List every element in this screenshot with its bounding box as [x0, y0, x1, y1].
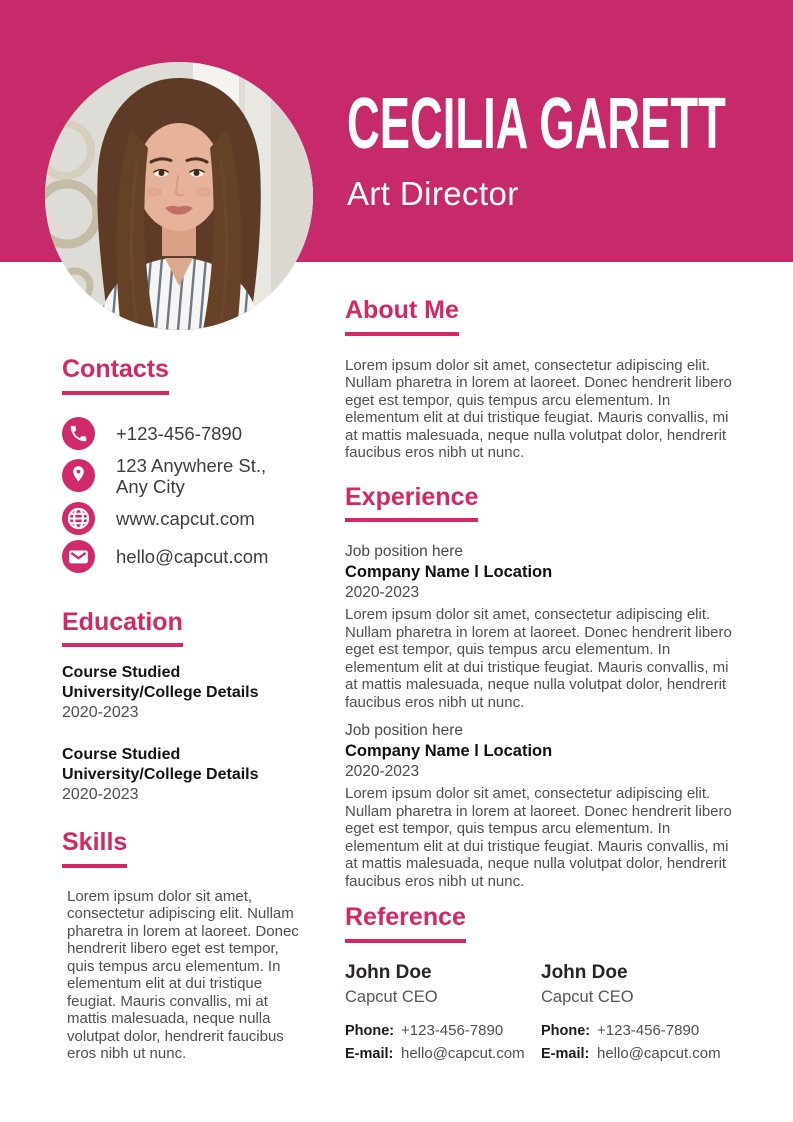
- reference-email-label: E-mail:: [541, 1045, 590, 1062]
- reference-columns: [345, 961, 737, 1062]
- reference-entry: [345, 961, 541, 1062]
- skills-section: [62, 829, 304, 1063]
- experience-section: [345, 484, 737, 891]
- experience-position: Job position here: [345, 543, 464, 560]
- portrait-illustration: [45, 62, 313, 330]
- contact-address: [116, 455, 266, 497]
- reference-name: John Doe: [541, 961, 628, 983]
- experience-company: Company Name l Location: [345, 563, 553, 581]
- reference-phone-value: +123-456-7890: [597, 1021, 700, 1039]
- experience-years: 2020-2023: [345, 763, 420, 780]
- experience-years: 2020-2023: [345, 584, 420, 601]
- experience-heading: Experience: [345, 484, 478, 523]
- reference-email-value: hello@capcut.com: [401, 1044, 525, 1062]
- header-text-block: [347, 84, 793, 213]
- reference-name: John Doe: [345, 961, 432, 983]
- experience-description: Lorem ipsum dolor sit amet, consectetur adipiscing elit. Nullam pharetra in lorem at laoreet. Donec hendrerit libero eget est tempor, quis tempus arcu elementum. In elementum elit at dui tristique feugiat. Mauris convallis, mi at mattis malesuada, neque nulla volutpat dolor, hendrerit faucibus eros nibh ut nunc.: [345, 785, 732, 890]
- job-title: Art Director: [347, 175, 519, 212]
- reference-heading: Reference: [345, 904, 466, 943]
- reference-contact: [345, 1022, 541, 1062]
- education-school: University/College Details: [62, 684, 259, 701]
- reference-phone-label: Phone:: [345, 1022, 395, 1039]
- experience-description: Lorem ipsum dolor sit amet, consectetur adipiscing elit. Nullam pharetra in lorem at laoreet. Donec hendrerit libero eget est tempor, quis tempus arcu elementum. In elementum elit at dui tristique feugiat. Mauris convallis, mi at mattis malesuada, neque nulla volutpat dolor, hendrerit faucibus eros nibh ut nunc.: [345, 606, 732, 711]
- education-course: Course Studied: [62, 664, 181, 681]
- education-heading: Education: [62, 609, 183, 648]
- reference-phone-row: [345, 1022, 541, 1039]
- experience-list: [345, 542, 737, 890]
- profile-photo: [45, 62, 313, 330]
- reference-email-value: hello@capcut.com: [597, 1044, 721, 1062]
- contacts-section: [62, 356, 304, 573]
- reference-email-row: [345, 1045, 541, 1062]
- reference-contact: [541, 1022, 737, 1062]
- experience-entry: [345, 542, 737, 711]
- experience-position: Job position here: [345, 722, 464, 739]
- education-course: Course Studied: [62, 746, 181, 763]
- education-entry: [62, 745, 304, 805]
- contact-row-email: [62, 540, 304, 573]
- globe-icon: [62, 502, 95, 535]
- about-section: [345, 297, 737, 462]
- contacts-heading: Contacts: [62, 356, 169, 395]
- education-list: [62, 663, 304, 805]
- reference-email-row: [541, 1045, 737, 1062]
- location-icon: [62, 459, 95, 492]
- person-name: CECILIA GARETT: [347, 84, 726, 164]
- about-heading: About Me: [345, 297, 459, 336]
- right-column: [345, 297, 737, 1062]
- experience-company: Company Name l Location: [345, 742, 553, 760]
- reference-phone-value: +123-456-7890: [401, 1021, 504, 1039]
- reference-role: Capcut CEO: [345, 987, 438, 1006]
- email-icon: [62, 540, 95, 573]
- contact-row-phone: [62, 417, 304, 450]
- education-school: University/College Details: [62, 766, 259, 783]
- contact-website: www.capcut.com: [116, 507, 255, 529]
- contact-address-line1: 123 Anywhere St.,: [116, 454, 267, 476]
- contact-email: hello@capcut.com: [116, 545, 269, 567]
- education-years: 2020-2023: [62, 786, 139, 803]
- about-text: Lorem ipsum dolor sit amet, consectetur adipiscing elit. Nullam pharetra in lorem at laoreet. Donec hendrerit libero eget est tempor, quis tempus arcu elementum. In elementum elit at dui tristique feugiat. Mauris convallis, mi at mattis malesuada, neque nulla volutpat dolor, hendrerit faucibus eros nibh ut nunc.: [345, 356, 732, 461]
- experience-entry: [345, 721, 737, 890]
- education-section: [62, 609, 304, 806]
- education-entry: [62, 663, 304, 723]
- reference-phone-label: Phone:: [541, 1022, 591, 1039]
- contact-row-address: [62, 455, 304, 497]
- phone-icon: [62, 417, 95, 450]
- reference-email-label: E-mail:: [345, 1045, 394, 1062]
- skills-heading: Skills: [62, 829, 127, 868]
- skills-text: Lorem ipsum dolor sit amet, consectetur adipiscing elit. Nullam pharetra in lorem at laoreet. Donec hendrerit libero eget est tempor, quis tempus arcu elementum. In elementum elit at dui tristique feugiat. Mauris convallis, mi at mattis malesuada, neque nulla volutpat dolor, hendrerit faucibus eros nibh ut nunc.: [67, 887, 299, 1062]
- contact-row-website: [62, 502, 304, 535]
- contact-phone: +123-456-7890: [116, 422, 243, 444]
- contact-list: [62, 417, 304, 573]
- contact-address-line2: Any City: [116, 475, 185, 497]
- reference-section: [345, 904, 737, 1062]
- reference-role: Capcut CEO: [541, 987, 634, 1006]
- education-years: 2020-2023: [62, 704, 139, 721]
- reference-phone-row: [541, 1022, 737, 1039]
- reference-entry: [541, 961, 737, 1062]
- left-column: [62, 356, 304, 1063]
